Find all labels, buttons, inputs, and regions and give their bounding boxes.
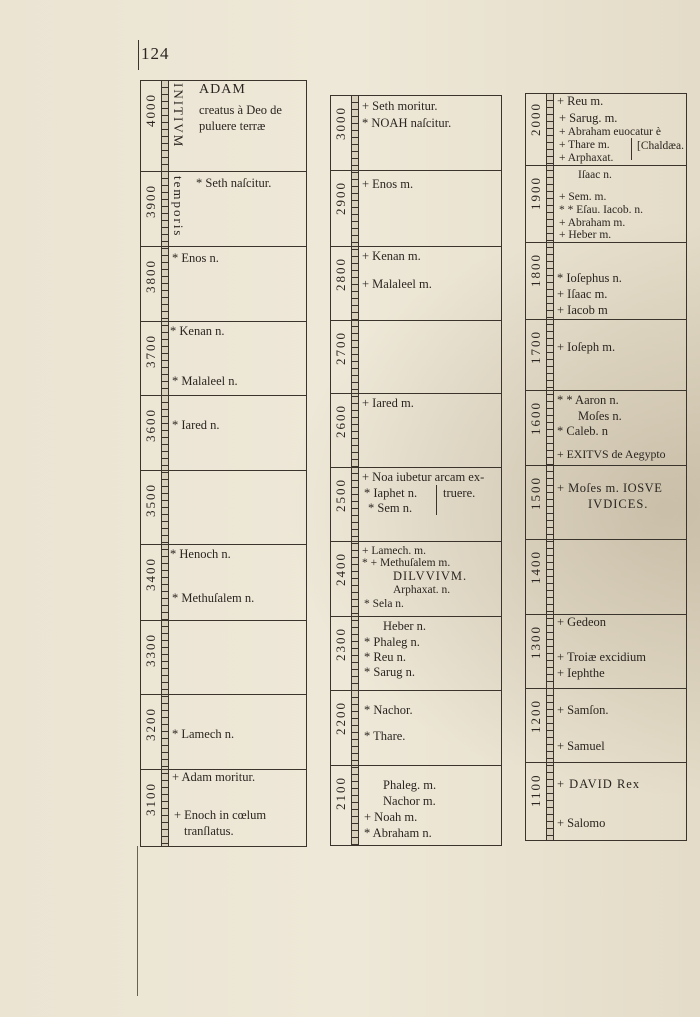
timeline-cell — [330, 467, 502, 541]
entry: * + Methuſalem m. — [362, 557, 451, 569]
entry: + Enos m. — [362, 177, 414, 191]
timeline-cell — [525, 539, 687, 614]
year-label: 3600 — [143, 408, 158, 442]
entry: Iſaac n. — [578, 169, 612, 181]
entry: * Thare. — [364, 729, 406, 743]
entry: + Sem. m. — [559, 191, 607, 203]
entry: + DAVID Rex — [557, 777, 641, 791]
entry: + Seth moritur. — [362, 99, 438, 113]
entry: IVDICES. — [588, 497, 649, 511]
brace — [436, 485, 437, 515]
entry: Arphaxat. n. — [393, 584, 451, 596]
entry: + Moſes m. IOSVE — [557, 481, 663, 495]
year-label: 1900 — [528, 176, 543, 210]
entry: + Noa iubetur arcam ex- — [362, 470, 485, 484]
page-number: 124 — [141, 44, 170, 63]
vertical-label-initium: INITIVM — [171, 83, 186, 149]
entry: tranſlatus. — [184, 824, 234, 838]
entry: DILVVIVM. — [393, 569, 468, 583]
timeline-cell — [330, 393, 502, 467]
year-label: 2900 — [333, 181, 348, 215]
entry: + Abraham euocatur è — [559, 126, 661, 138]
entry: * Iaphet n. — [364, 486, 418, 500]
timeline-cell — [330, 616, 502, 690]
timeline-cell — [525, 165, 687, 242]
entry: * Methuſalem n. — [172, 591, 255, 605]
entry: * Ioſephus n. — [557, 271, 622, 285]
entry: + Sarug. m. — [559, 111, 618, 125]
timeline-cell — [525, 465, 687, 539]
year-label: 2600 — [333, 404, 348, 438]
entry: + Enoch in cœlum — [174, 808, 267, 822]
year-label: 2400 — [333, 552, 348, 586]
entry: * NOAH naſcitur. — [362, 116, 452, 130]
entry: creatus à Deo de — [199, 103, 282, 117]
year-label: 3300 — [143, 633, 158, 667]
timeline-cell — [525, 614, 687, 688]
entry: * Abraham n. — [364, 826, 432, 840]
year-label: 2300 — [333, 627, 348, 661]
entry: ADAM — [199, 82, 246, 97]
year-label: 2700 — [333, 331, 348, 365]
entry: Heber n. — [383, 619, 427, 633]
year-label: 3700 — [143, 334, 158, 368]
page-rule — [138, 40, 139, 70]
entry: * Sela n. — [364, 598, 404, 610]
year-label: 1700 — [528, 330, 543, 364]
entry: puluere terræ — [199, 119, 266, 133]
entry: + Abraham m. — [559, 217, 626, 229]
entry: + EXITVS de Aegypto — [557, 447, 666, 461]
year-label: 1500 — [528, 476, 543, 510]
entry: * Sem n. — [368, 501, 413, 515]
entry: * Nachor. — [364, 703, 413, 717]
entry: * Phaleg n. — [364, 635, 420, 649]
entry: * * Eſau. Iacob. n. — [559, 204, 643, 216]
entry: * Lamech n. — [172, 727, 235, 741]
timeline-cell — [140, 246, 307, 321]
timeline-cell — [525, 319, 687, 390]
timeline-cell — [330, 765, 502, 845]
timeline-cell — [140, 694, 307, 769]
entry: + Iſaac m. — [557, 287, 608, 301]
year-label: 3800 — [143, 259, 158, 293]
timeline-cell — [525, 688, 687, 762]
entry: * Enos n. — [172, 251, 219, 265]
timeline-cell — [330, 95, 502, 170]
entry: * * Aaron n. — [557, 393, 619, 407]
entry: + Salomo — [557, 816, 606, 830]
timeline-cell — [140, 544, 307, 620]
year-label: 3500 — [143, 483, 158, 517]
timeline-cell — [140, 620, 307, 694]
year-label: 2500 — [333, 478, 348, 512]
entry: + Lamech. m. — [362, 545, 426, 557]
timeline-cell — [525, 242, 687, 319]
timeline-cell — [330, 320, 502, 393]
entry: Nachor m. — [383, 794, 436, 808]
year-label: 1200 — [528, 699, 543, 733]
entry: Moſes n. — [578, 409, 622, 423]
entry: + Iared m. — [362, 396, 414, 410]
timeline-cell — [330, 246, 502, 320]
year-label: 3900 — [143, 184, 158, 218]
entry: + Ioſeph m. — [557, 340, 616, 354]
entry: + Adam moritur. — [172, 770, 256, 784]
timeline-cell — [330, 690, 502, 765]
timeline-cell — [525, 762, 687, 840]
entry: * Iared n. — [172, 418, 220, 432]
entry: * Kenan n. — [170, 324, 225, 338]
year-label: 1600 — [528, 401, 543, 435]
timeline-column-2 — [330, 95, 502, 845]
timeline-cell — [525, 93, 687, 165]
timeline-cell — [140, 171, 307, 246]
timeline-cell — [525, 390, 687, 465]
year-label: 3100 — [143, 782, 158, 816]
timeline-column-3 — [525, 93, 687, 840]
timeline-cell — [140, 470, 307, 544]
year-label: 2000 — [528, 102, 543, 136]
entry: + Samſon. — [557, 703, 609, 717]
year-label: 2800 — [333, 257, 348, 291]
entry: + Malaleel m. — [362, 277, 432, 291]
year-label: 1100 — [528, 773, 543, 807]
year-label: 1400 — [528, 550, 543, 584]
entry: + Troiæ excidium — [557, 650, 647, 664]
entry: + Thare m. — [559, 139, 610, 151]
entry: + Iacob m — [557, 303, 608, 317]
year-label: 3400 — [143, 557, 158, 591]
entry: * Seth naſcitur. — [196, 176, 272, 190]
entry: + Gedeon — [557, 615, 607, 629]
entry: + Noah m. — [364, 810, 418, 824]
year-label: 2100 — [333, 776, 348, 810]
entry: + Samuel — [557, 739, 605, 753]
entry: + Reu m. — [557, 94, 604, 108]
timeline-cell — [140, 80, 307, 171]
entry: Phaleg. m. — [383, 778, 437, 792]
year-label: 4000 — [143, 93, 158, 127]
year-label: 1800 — [528, 253, 543, 287]
entry: + Arphaxat. — [559, 152, 614, 164]
left-margin-rule — [137, 846, 138, 996]
timeline-cell — [140, 769, 307, 846]
timeline-cell — [140, 321, 307, 395]
timeline-cell — [330, 541, 502, 616]
entry: * Henoch n. — [170, 547, 231, 561]
entry: * Malaleel n. — [172, 374, 238, 388]
entry: + Heber m. — [559, 229, 612, 241]
entry: * Sarug n. — [364, 665, 416, 679]
brace — [631, 138, 632, 160]
entry: * Caleb. n — [557, 424, 609, 438]
timeline-cell — [140, 395, 307, 470]
year-label: 2200 — [333, 701, 348, 735]
year-label: 3200 — [143, 707, 158, 741]
year-label: 3000 — [333, 106, 348, 140]
year-label: 1300 — [528, 625, 543, 659]
timeline-cell — [330, 170, 502, 246]
entry: truere. — [443, 486, 476, 500]
entry: * Reu n. — [364, 650, 407, 664]
entry: + Kenan m. — [362, 249, 421, 263]
vertical-label-temporis: temporis — [171, 176, 186, 238]
timeline-column-1 — [140, 80, 307, 846]
entry: + Iephthe — [557, 666, 605, 680]
entry: [Chaldæa. — [637, 140, 684, 152]
